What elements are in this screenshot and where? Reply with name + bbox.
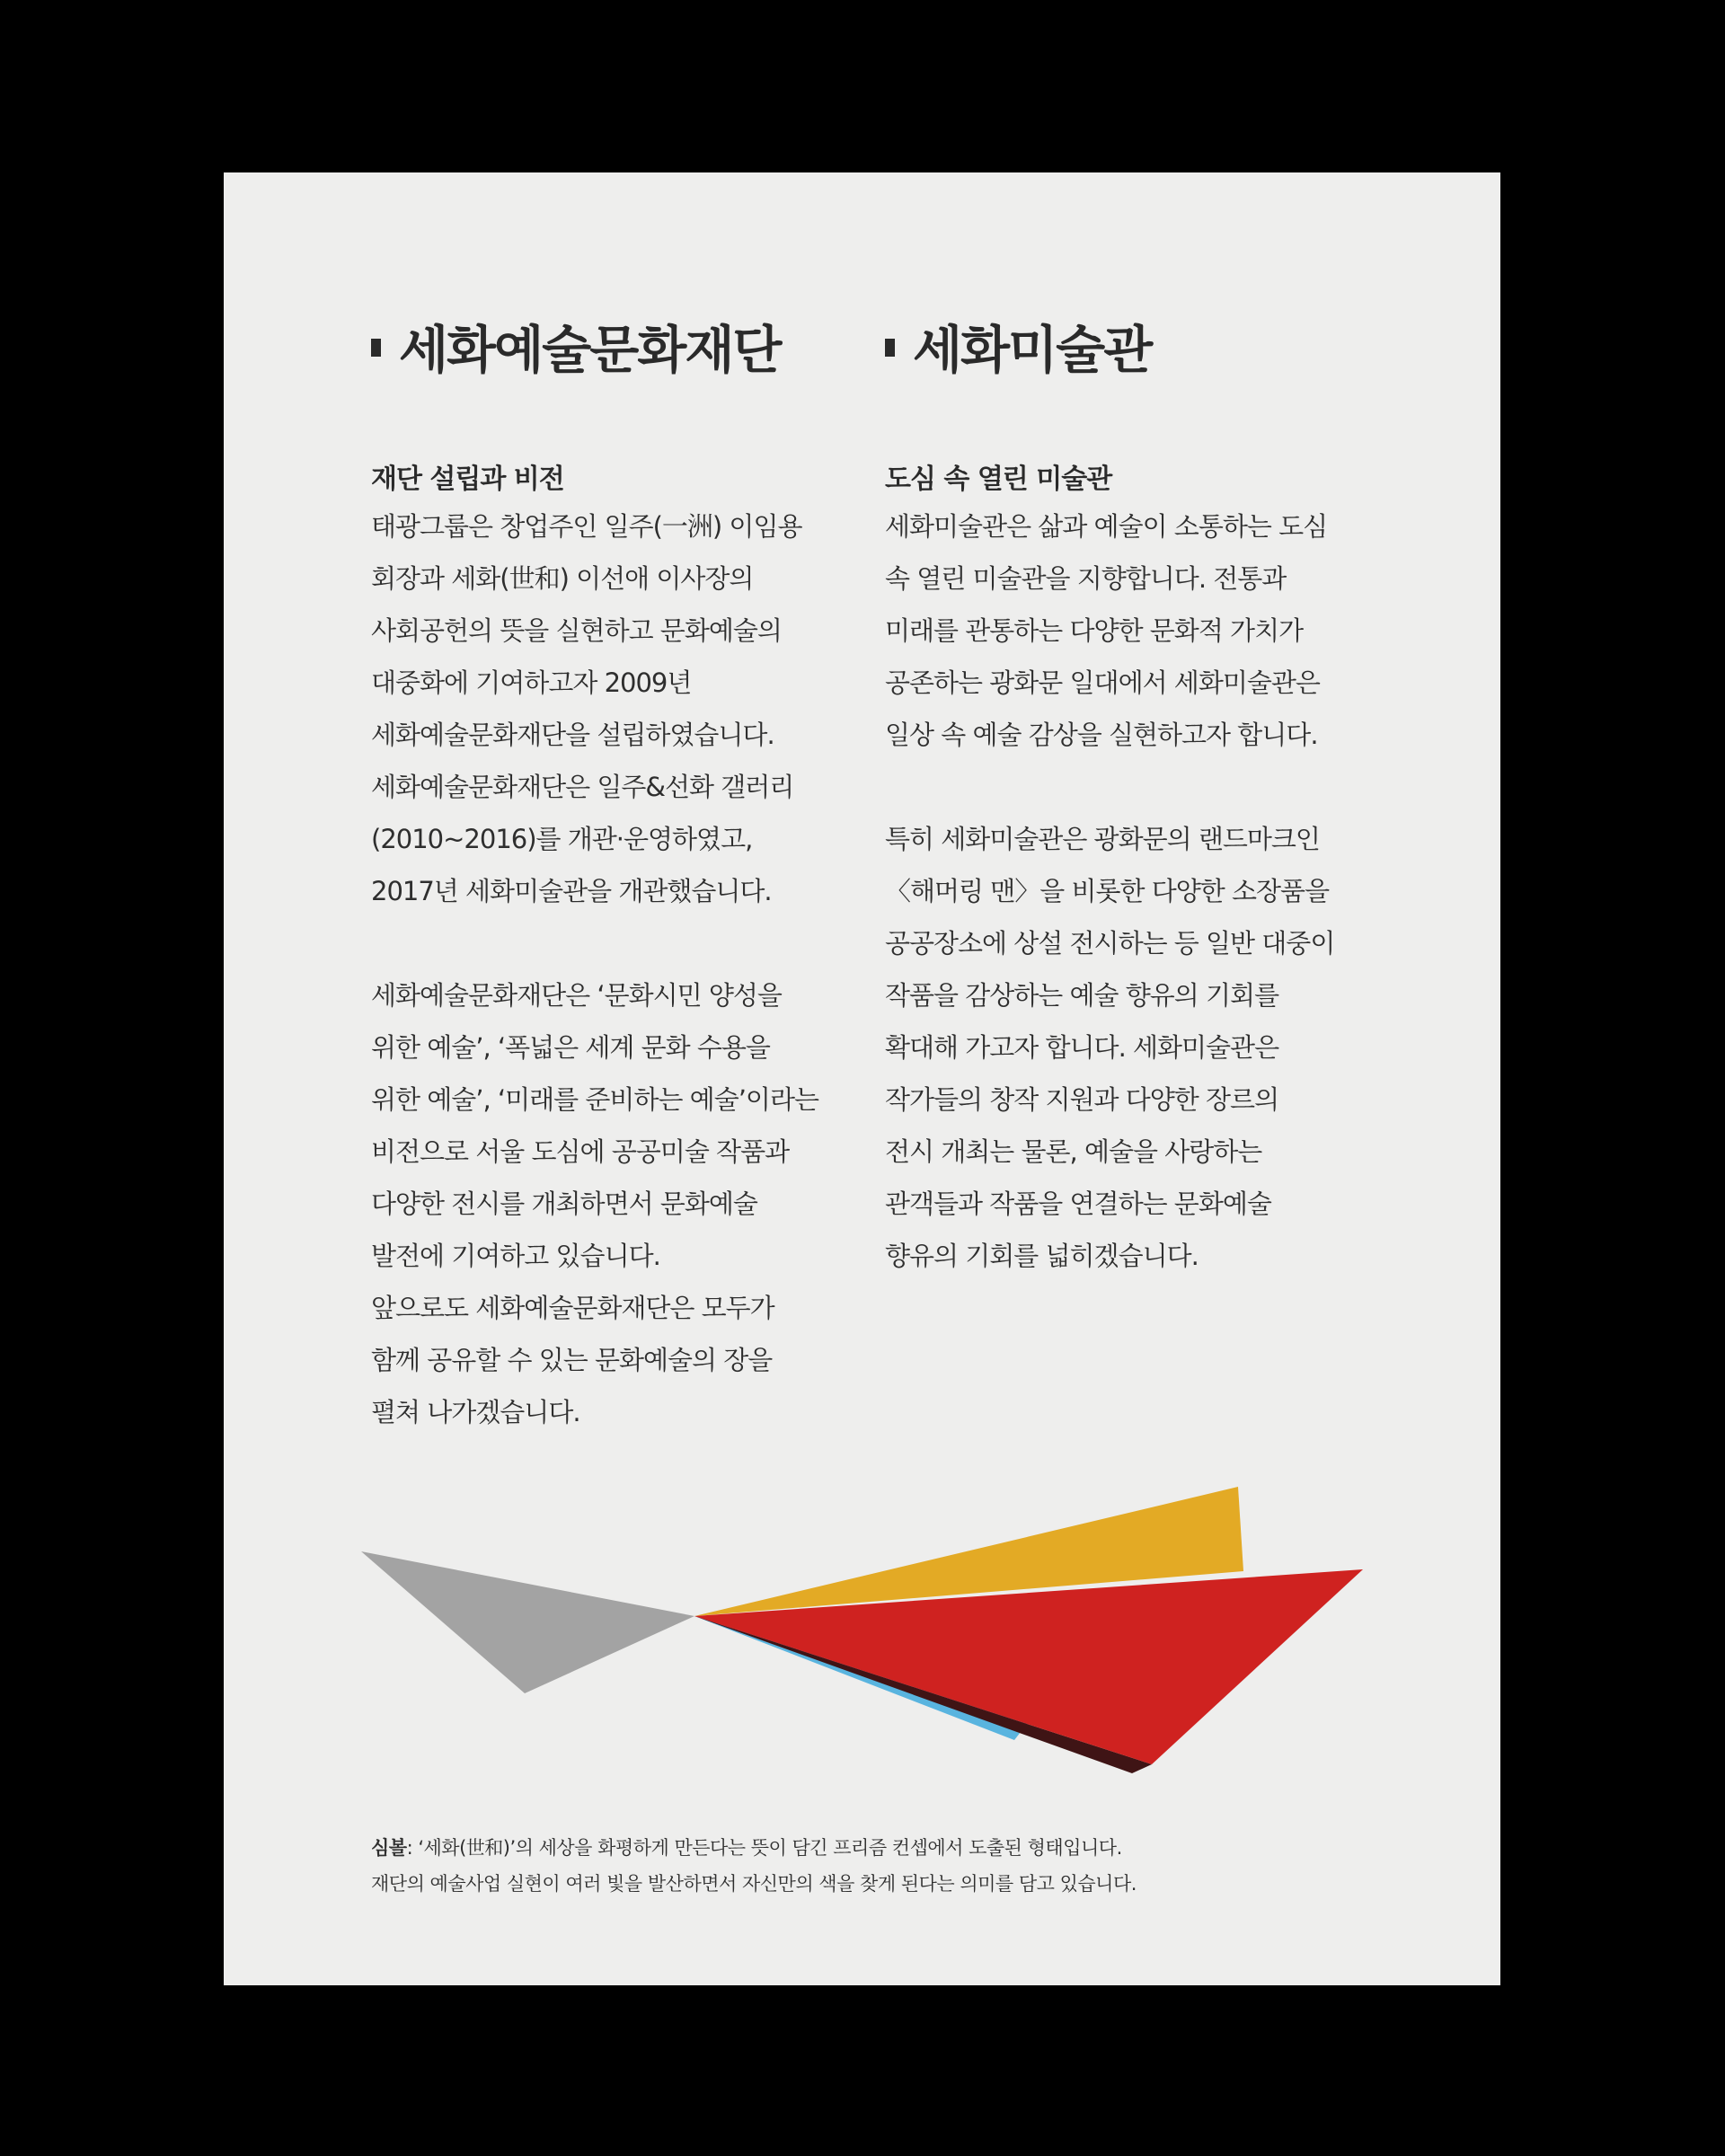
caption-text-1: : ‘세화(世和)’의 세상을 화평하게 만든다는 뜻이 담긴 프리즘 컨셉에서 도출된 형태입니다. xyxy=(406,1837,1122,1859)
brochure-page xyxy=(224,172,1500,1985)
body-line: 태광그룹은 창업주인 일주(一洲) 이임용 xyxy=(371,511,802,542)
museum-subheading: 도심 속 열린 미술관 xyxy=(885,464,1112,495)
body-line: 다양한 전시를 개최하면서 문화예술 xyxy=(371,1188,757,1219)
body-line: 세화미술관은 삶과 예술이 소통하는 도심 xyxy=(885,511,1328,542)
body-line: 향유의 기회를 넓히겠습니다. xyxy=(885,1241,1199,1271)
body-line: 속 열린 미술관을 지향합니다. 전통과 xyxy=(885,563,1287,594)
body-line: 함께 공유할 수 있는 문화예술의 장을 xyxy=(371,1345,773,1375)
body-line: 위한 예술’, ‘폭넓은 세계 문화 수용을 xyxy=(371,1032,770,1063)
body-line: 공존하는 광화문 일대에서 세화미술관은 xyxy=(885,667,1320,698)
body-line: 앞으로도 세화예술문화재단은 모두가 xyxy=(371,1293,774,1323)
body-line: 대중화에 기여하고자 2009년 xyxy=(371,667,692,698)
body-line: 사회공헌의 뜻을 실현하고 문화예술의 xyxy=(371,615,782,646)
body-line: 2017년 세화미술관을 개관했습니다. xyxy=(371,876,772,906)
body-line: 관객들과 작품을 연결하는 문화예술 xyxy=(885,1188,1271,1219)
prism-symbol xyxy=(224,172,1500,1985)
body-line: 세화예술문화재단은 일주&선화 갤러리 xyxy=(371,772,794,802)
foundation-subheading: 재단 설립과 비전 xyxy=(371,464,564,495)
body-line: 비전으로 서울 도심에 공공미술 작품과 xyxy=(371,1136,790,1167)
body-line: 세화예술문화재단을 설립하였습니다. xyxy=(371,720,774,750)
body-line: 발전에 기여하고 있습니다. xyxy=(371,1241,660,1271)
caption-line-1 xyxy=(371,1830,1137,1866)
body-line: 공공장소에 상설 전시하는 등 일반 대중이 xyxy=(885,928,1335,959)
body-line: 위한 예술’, ‘미래를 준비하는 예술’이라는 xyxy=(371,1084,818,1115)
caption-label: 심볼 xyxy=(371,1837,407,1859)
body-line: 일상 속 예술 감상을 실현하고자 합니다. xyxy=(885,720,1318,750)
body-line: 세화예술문화재단은 ‘문화시민 양성을 xyxy=(371,980,782,1011)
symbol-gray-triangle xyxy=(361,1551,694,1693)
body-line: (2010~2016)를 개관·운영하였고, xyxy=(371,824,753,854)
caption-line-2: 재단의 예술사업 실현이 여러 빛을 발산하면서 자신만의 색을 찾게 된다는 의미를 담고 있습니다. xyxy=(371,1873,1137,1895)
foundation-title: 세화예술문화재단 xyxy=(399,321,781,380)
body-line: 전시 개최는 물론, 예술을 사랑하는 xyxy=(885,1136,1262,1167)
body-line: 회장과 세화(世和) 이선애 이사장의 xyxy=(371,563,754,594)
symbol-caption xyxy=(371,1830,1137,1902)
body-line: 〈해머링 맨〉을 비롯한 다양한 소장품을 xyxy=(885,876,1330,906)
body-line: 펼쳐 나가겠습니다. xyxy=(371,1397,580,1427)
body-line: 작품을 감상하는 예술 향유의 기회를 xyxy=(885,980,1279,1011)
body-line: 특히 세화미술관은 광화문의 랜드마크인 xyxy=(885,824,1320,854)
museum-title: 세화미술관 xyxy=(913,321,1152,380)
body-line: 미래를 관통하는 다양한 문화적 가치가 xyxy=(885,615,1304,646)
body-line: 확대해 가고자 합니다. 세화미술관은 xyxy=(885,1032,1279,1063)
body-line: 작가들의 창작 지원과 다양한 장르의 xyxy=(885,1084,1279,1115)
